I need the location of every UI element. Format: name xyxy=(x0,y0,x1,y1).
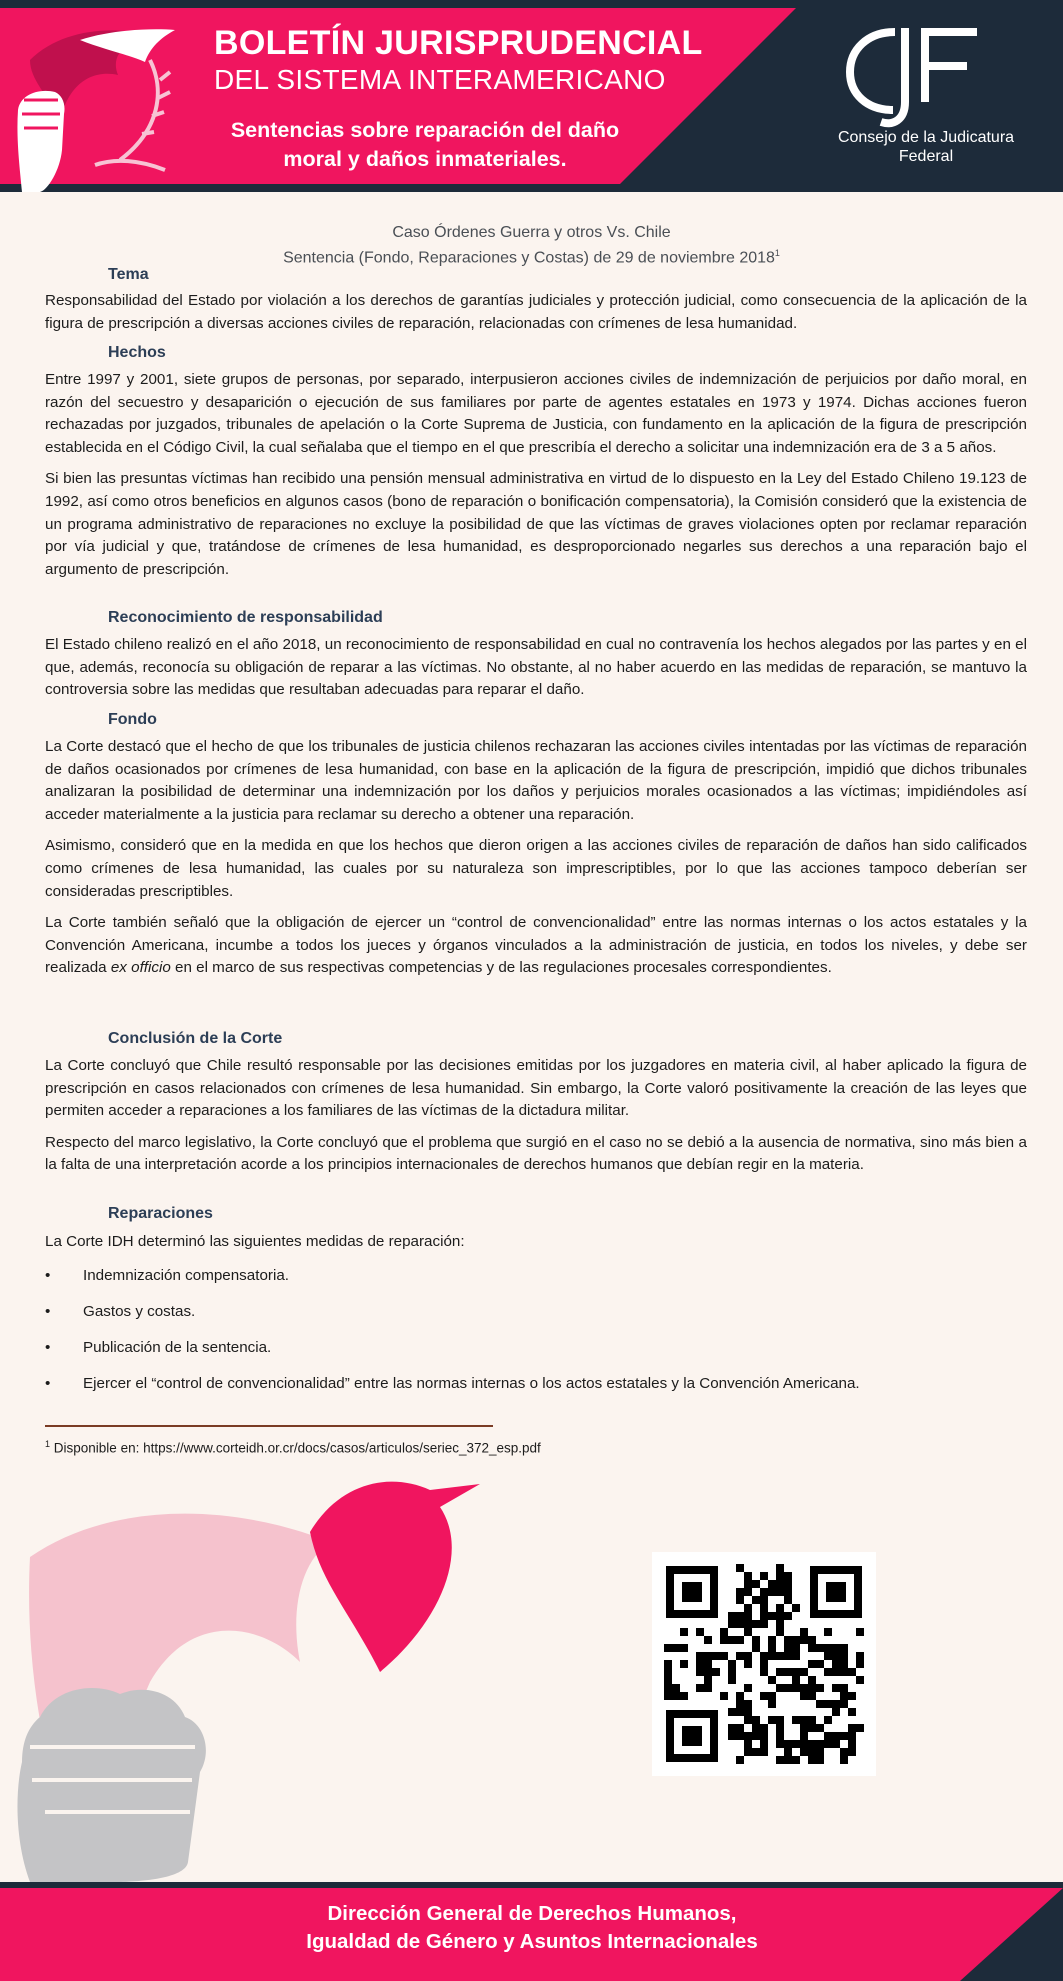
cjf-logo-icon xyxy=(845,9,985,132)
footnote-link[interactable]: Disponible en: https://www.corteidh.or.cr/docs/casos/articulos/seriec_372_esp.pdf xyxy=(53,1440,541,1456)
bullet: • xyxy=(45,1267,51,1284)
section-reconocimiento xyxy=(45,634,1027,702)
section-heading-reparaciones: Reparaciones xyxy=(108,1205,213,1222)
case-heading xyxy=(0,222,1063,268)
cjf-logo-letters: CJF xyxy=(845,9,875,26)
footer-line-2: Igualdad de Género y Asuntos Internacionales xyxy=(306,1930,758,1953)
list-item: • Gastos y costas. xyxy=(45,1303,196,1320)
list-item: • Indemnización compensatoria. xyxy=(45,1267,289,1284)
paragraph: Responsabilidad del Estado por violación a los derechos de garantías judiciales y protección judicial, como consecuencia de la aplicación de la figura de prescripción a diversas acciones civiles de reparación, relacionadas con crímenes de lesa humanidad. xyxy=(45,292,1027,332)
section-heading-conclusion: Conclusión de la Corte xyxy=(108,1030,283,1047)
section-heading-reconocimiento: Reconocimiento de responsabilidad xyxy=(108,609,383,626)
footnote-divider xyxy=(45,1425,493,1427)
paragraph: La Corte concluyó que Chile resultó responsable por las decisiones emitidas por los juzgadores en materia civil, al haber aplicado la figura de prescripción en casos relacionados con crímenes de lesa humanidad. Sin embargo, la Corte valoró positivamente la creación de las leyes que permiten acceder a reparaciones a los familiares de las víctimas de la dictadura militar. xyxy=(45,1057,1027,1120)
footnote-reference: 1 xyxy=(774,248,780,258)
paragraph: Si bien las presuntas víctimas han recibido una pensión mensual administrativa en virtud de lo dispuesto en la Ley del Estado Chileno 19.123 de 1992, así como otros beneficios en algunos casos (bono de reparación o bonificación compensatoria), la Comisión consideró que la existencia de un programa administrativo de reparaciones no excluye la posibilidad de que las víctimas de graves violaciones opten por reclamar reparación por vía judicial y que, tratándose de crímenes de lesa humanidad, es desproporcionado negarles sus derechos a una reparación bajo el argumento de prescripción. xyxy=(45,470,1027,578)
paragraph: Asimismo, consideró que en la medida en que los hechos que dieron origen a las acciones civiles de reparación de daños han sido calificados como crímenes de lesa humanidad, las cuales por su naturaleza son imprescriptibles, por lo que las acciones tampoco deberían ser consideradas prescriptibles. xyxy=(45,837,1027,900)
dove-fist-emblem xyxy=(0,0,210,192)
bulletin-subtitle: Sentencias sobre reparación del daño moral y daños inmateriales. xyxy=(230,118,620,171)
qr-code[interactable] xyxy=(652,1552,876,1776)
list-item: • Publicación de la sentencia. xyxy=(45,1339,272,1356)
section-conclusion xyxy=(45,1055,1027,1177)
section-fondo xyxy=(45,736,1027,980)
footer-banner xyxy=(0,1882,1063,1981)
footer-line-1: Dirección General de Derechos Humanos, xyxy=(327,1902,737,1925)
paragraph: La Corte también señaló que la obligación de ejercer un “control de convencionalidad” entre las normas internas o los actos estatales y la Convención Americana, incumbe a todos los jueces y órganos vinculados a la administración de justicia, en todos los niveles, y debe ser realizada ex officio en el marco de sus respectivas competencias y de las regulaciones procesales correspondientes. xyxy=(45,914,1027,977)
paragraph: Respecto del marco legislativo, la Corte concluyó que el problema que surgió en el caso no se debió a la ausencia de normativa, sino más bien a la falta de una interpretación acorde a los principios internacionales de derechos humanos que debían regir en la materia. xyxy=(45,1133,1027,1174)
case-title: Caso Órdenes Guerra y otros Vs. Chile xyxy=(392,224,671,241)
footer-text xyxy=(262,1900,802,1956)
paragraph: La Corte destacó que el hecho de que los tribunales de justicia chilenos rechazaran las acciones civiles intentadas por las víctimas de reparación de daños ocasionados por crímenes de lesa humanidad, con base en la aplicación de la figura de prescripción, impidió que dichos tribunales analizaran la posibilidad de determinar una indemnización por los daños y perjuicios morales ocasionados a las víctimas; impidiéndoles así acceder materialmente a la justicia para reclamar su derecho a obtener una reparación. xyxy=(45,738,1027,823)
paragraph: El Estado chileno realizó en el año 2018, un reconocimiento de responsabilidad en cual no contravenía los hechos alegados por las partes y en el que, además, reconocía su obligación de reparar a las víctimas. No obstante, al no haber acuerdo en las medidas de reparación, se mantuvo la controversia sobre las medidas que resultaban adecuadas para reparar el daño. xyxy=(45,636,1027,699)
bullet: • xyxy=(45,1303,51,1320)
main-content xyxy=(0,192,1063,1882)
bulletin-title-line2: DEL SISTEMA INTERAMERICANO xyxy=(214,64,666,95)
paragraph: La Corte IDH determinó las siguientes medidas de reparación: xyxy=(45,1233,465,1250)
cjf-name: Consejo de la Judicatura Federal xyxy=(837,129,1015,165)
section-heading-tema: Tema xyxy=(108,266,149,283)
paragraph: Entre 1997 y 2001, siete grupos de personas, por separado, interpusieron acciones civiles de indemnización de perjuicios por daño moral, en razón del secuestro y desaparición o ejecución de sus familiares por parte de agentes estatales en 1973 y 1974. Dichas acciones fueron rechazadas por juzgados, tribunales de apelación o la Corte Suprema de Justicia, con fundamento en la aplicación de la figura de prescripción establecida en el Código Civil, la cual señalaba que el tiempo en el que prescribía el derecho a solicitar una indemnización era de 3 a 5 años. xyxy=(45,371,1027,456)
section-tema xyxy=(45,290,1027,335)
footnote: $^1$ Disponible en: https://www.corteidh.or.cr/docs/casos/articulos/seriec_372_esp.pdf xyxy=(45,1439,541,1456)
qr-code-icon xyxy=(652,1552,876,1776)
list-item: • Ejercer el “control de convencionalidad” entre las normas internas o los actos estatales y la Convención Americana. xyxy=(45,1375,860,1392)
bullet: • xyxy=(45,1339,51,1356)
section-heading-hechos: Hechos xyxy=(108,344,166,361)
dove-fist-illustration xyxy=(0,1462,520,1882)
case-sentence: Sentencia (Fondo, Reparaciones y Costas) de 29 de noviembre 2018 xyxy=(283,249,775,267)
bulletin-title: BOLETÍN JURISPRUDENCIAL xyxy=(214,24,703,62)
header-banner xyxy=(0,0,1063,192)
section-heading-fondo: Fondo xyxy=(108,711,157,728)
section-hechos xyxy=(45,369,1027,581)
section-reparaciones xyxy=(45,1231,1027,1254)
case-sentence-line xyxy=(0,243,1063,268)
bullet: • xyxy=(45,1375,51,1392)
